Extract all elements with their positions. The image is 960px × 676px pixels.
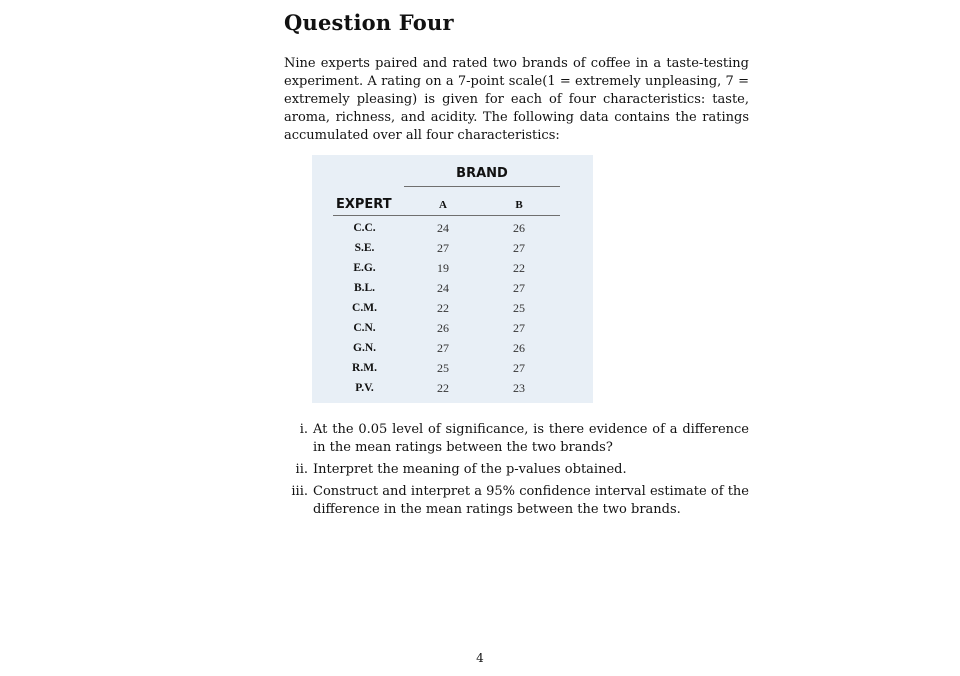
brand-a-cell: 25 bbox=[437, 361, 449, 375]
table-row bbox=[333, 360, 560, 380]
brand-a-cell: 24 bbox=[437, 281, 449, 295]
expert-cell: C.C. bbox=[353, 222, 376, 234]
expert-cell: E.G. bbox=[353, 262, 376, 274]
column-header-a: A bbox=[439, 199, 447, 211]
brand-b-cell: 26 bbox=[513, 341, 525, 355]
table-row bbox=[333, 340, 560, 360]
question-number: iii. bbox=[291, 484, 308, 499]
table-row bbox=[333, 280, 560, 300]
expert-cell: C.M. bbox=[352, 302, 377, 314]
question-heading: Question Four bbox=[284, 10, 454, 35]
brand-a-cell: 26 bbox=[437, 321, 449, 335]
page-number: 4 bbox=[476, 651, 484, 665]
question-item bbox=[284, 483, 749, 519]
brand-a-cell: 22 bbox=[437, 381, 449, 395]
brand-b-cell: 23 bbox=[513, 381, 525, 395]
brand-b-cell: 27 bbox=[513, 321, 525, 335]
question-number: ii. bbox=[295, 462, 308, 477]
column-header-b: B bbox=[515, 199, 523, 211]
table-row bbox=[333, 260, 560, 280]
question-list bbox=[284, 421, 749, 523]
question-text: At the 0.05 level of significance, is there evidence of a difference in the mean ratings between the two brands? bbox=[313, 422, 749, 455]
expert-cell: C.N. bbox=[353, 322, 376, 334]
brand-group-label: BRAND bbox=[456, 166, 508, 181]
header-rule bbox=[333, 215, 560, 216]
brand-b-cell: 22 bbox=[513, 261, 525, 275]
brand-b-cell: 25 bbox=[513, 301, 525, 315]
brand-a-cell: 19 bbox=[437, 261, 449, 275]
brand-a-cell: 27 bbox=[437, 241, 449, 255]
table-row bbox=[333, 220, 560, 240]
expert-cell: B.L. bbox=[353, 282, 376, 294]
brand-b-cell: 26 bbox=[513, 221, 525, 235]
question-item bbox=[284, 421, 749, 457]
table-row bbox=[333, 320, 560, 340]
brand-a-cell: 24 bbox=[437, 221, 449, 235]
table-row bbox=[333, 300, 560, 320]
expert-cell: R.M. bbox=[352, 362, 377, 374]
brand-a-cell: 27 bbox=[437, 341, 449, 355]
ratings-table-body bbox=[333, 220, 560, 400]
question-number: i. bbox=[299, 422, 308, 437]
expert-cell: S.E. bbox=[354, 242, 375, 254]
brand-rule bbox=[404, 186, 560, 187]
expert-cell: G.N. bbox=[353, 342, 376, 354]
question-text: Interpret the meaning of the p-values obtained. bbox=[313, 462, 627, 477]
table-row bbox=[333, 240, 560, 260]
brand-a-cell: 22 bbox=[437, 301, 449, 315]
brand-b-cell: 27 bbox=[513, 241, 525, 255]
intro-paragraph: Nine experts paired and rated two brands of coffee in a taste-testing experiment. A rating on a 7-point scale(1 = extremely unpleasing, 7 = extremely pleasing) is given for each of four characteristics: taste, aroma, richness, and acidity. The following data contains the ratings accumulated over all four characteristics: bbox=[284, 56, 749, 143]
brand-b-cell: 27 bbox=[513, 281, 525, 295]
question-text: Construct and interpret a 95% confidence interval estimate of the difference in the mean ratings between the two brands. bbox=[313, 484, 749, 517]
expert-cell: P.V. bbox=[355, 382, 374, 394]
column-header-expert: EXPERT bbox=[336, 197, 392, 212]
table-row bbox=[333, 380, 560, 400]
question-item bbox=[284, 461, 749, 479]
brand-b-cell: 27 bbox=[513, 361, 525, 375]
